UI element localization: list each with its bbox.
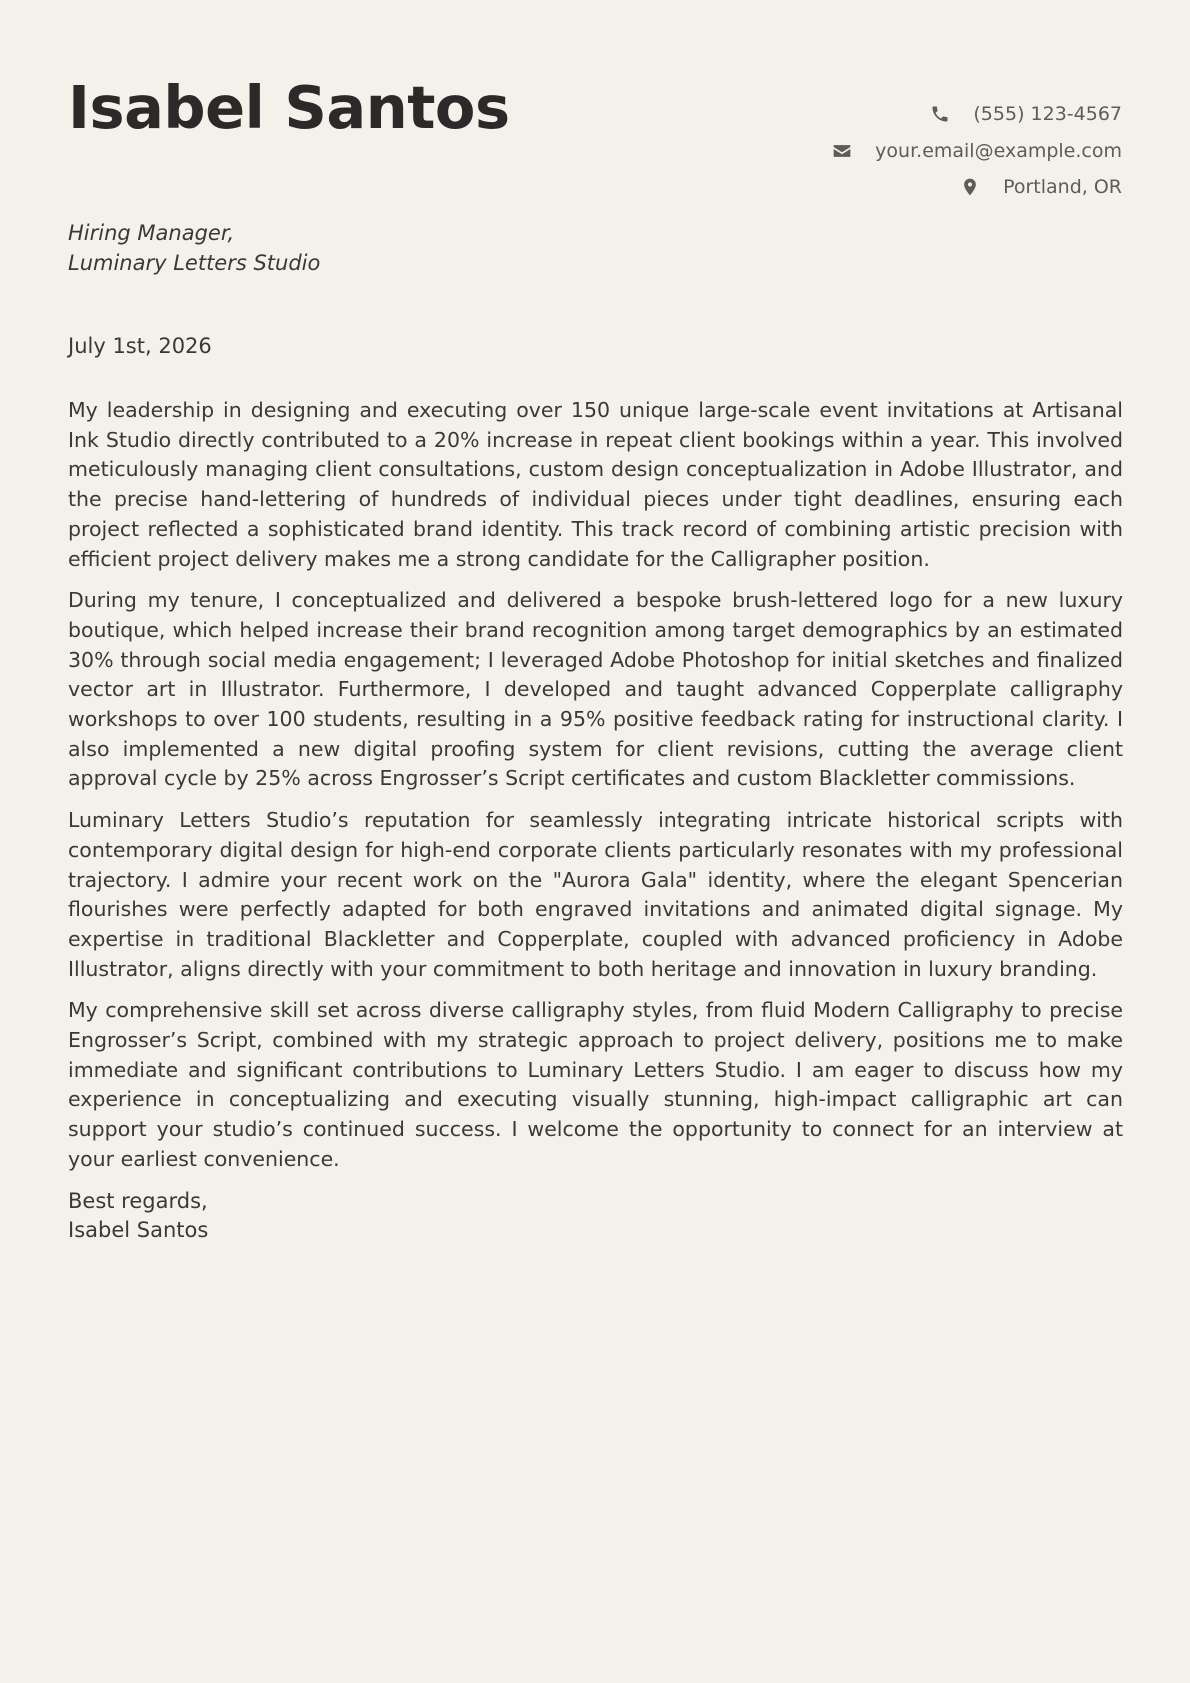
map-pin-icon [959,176,981,198]
applicant-name: Isabel Santos [68,73,510,142]
phone-text: (555) 123-4567 [973,103,1122,126]
letter-body [68,396,1123,1246]
body-paragraph-2: During my tenure, I conceptualized and delivered a bespoke brush-lettered logo for a new luxury boutique, which helped increase their brand recognition among target demographics by an estimated 30% through social media engagement; I leveraged Adobe Photoshop for initial sketches and finalized vector art in Illustrator. Furthermore, I developed and taught advanced Copperplate calligraphy workshops to over 100 students, resulting in a 95% positive feedback rating for instructional clarity. I also implemented a new digital proofing system for client revisions, cutting the average client approval cycle by 25% across Engrosser’s Script certificates and custom Blackletter commissions. [68,588,1123,791]
contact-block [831,96,1122,206]
closing-signature: Isabel Santos [68,1218,209,1243]
recipient-block [68,218,320,278]
email-text: your.email@example.com [875,139,1122,162]
contact-email [831,133,1122,170]
contact-location [831,169,1122,206]
body-paragraph-4: My comprehensive skill set across diverse calligraphy styles, from fluid Modern Calligraphy to precise Engrosser’s Script, combined with my strategic approach to project delivery, positions me to make immediate and significant contributions to Luminary Letters Studio. I am eager to discuss how my experience in conceptualizing and executing visually stunning, high-impact calligraphic art can support your studio’s continued success. I welcome the opportunity to connect for an interview at your earliest convenience. [68,998,1123,1171]
contact-phone [831,96,1122,133]
phone-icon [929,103,951,125]
envelope-icon [831,140,853,162]
recipient-line-2: Luminary Letters Studio [68,251,321,275]
location-text: Portland, OR [1003,176,1122,199]
body-paragraph-3: Luminary Letters Studio’s reputation for seamlessly integrating intricate historical scripts with contemporary digital design for high-end corporate clients particularly resonates with my professional trajectory. I admire your recent work on the "Aurora Gala" identity, where the elegant Spencerian flourishes were perfectly adapted for both engraved invitations and animated digital signage. My expertise in traditional Blackletter and Copperplate, coupled with advanced proficiency in Adobe Illustrator, aligns directly with your commitment to both heritage and innovation in luxury branding. [68,808,1123,981]
closing-salutation: Best regards, [68,1188,208,1213]
body-paragraph-1: My leadership in designing and executing over 150 unique large-scale event invitations at Artisanal Ink Studio directly contributed to a 20% increase in repeat client bookings within a year. This involved meticulously managing client consultations, custom design conceptualization in Adobe Illustrator, and the precise hand-lettering of hundreds of individual pieces under tight deadlines, ensuring each project reflected a sophisticated brand identity. This track record of combining artistic precision with efficient project delivery makes me a strong candidate for the Calligrapher position. [68,398,1123,571]
letter-date: July 1st, 2026 [68,334,212,358]
recipient-line-1: Hiring Manager, [68,221,235,245]
closing-block [68,1187,1123,1246]
letter-header [68,0,1122,200]
